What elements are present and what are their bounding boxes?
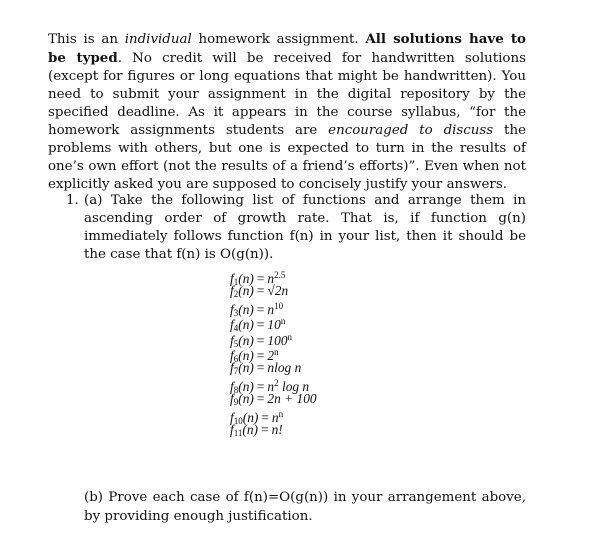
function-item [230,422,317,437]
function-item [230,330,317,349]
function-index: 4 [233,323,239,334]
expression-base: n [267,301,275,317]
expression-base: n [267,378,275,394]
intro-encouraged: encouraged to discuss [328,123,494,138]
equals-sign: = [261,421,269,437]
expression-exponent: n [280,316,286,327]
function-index: 7 [233,366,239,377]
function-name: $f_{11}(n)$ [230,421,259,438]
expression-base: 2n + 100 [267,391,317,407]
function-item [230,407,317,426]
expression-exponent: 2 [274,377,279,388]
function-item [230,283,317,298]
intro-text-3: . No credit will be received for handwritten solutions (except for figures or long equations that might be handwritten). You need to submit your assignment in the digital repository by the specified deadline. As it appears in the course syllabus, “for the homework assignments students are [48,51,526,138]
function-name: $f_9(n)$ [230,391,254,408]
function-index: 11 [233,427,243,438]
function-expression [267,283,288,298]
function-name: $f_7(n)$ [230,360,254,377]
expression-exponent: 10 [274,300,284,311]
function-item [230,314,317,334]
expression-base: √2n [267,283,289,299]
equals-sign: = [256,317,265,333]
function-name: $f_1(n)$ [230,271,254,287]
function-item [230,299,317,318]
function-index: 10 [233,415,243,426]
intro-text-1: This is an [48,32,125,47]
intro-text-4: the problems with others, but one is expected to turn in the results of one’s own effort (not the results of a friend’s efforts)”. Even when not explicitly asked you are supposed to concisely justify your answers. [48,123,526,192]
function-item [230,345,317,364]
function-name: $f_3(n)$ [230,301,254,318]
intro-individual: individual [124,32,192,47]
function-index: 5 [233,338,239,349]
intro-typed-requirement: All solutions have to be typed [48,31,526,66]
function-index: 3 [233,307,239,318]
expression-rest: log n [278,378,310,394]
expression-base: 10 [267,317,281,333]
expression-exponent: n [278,408,284,419]
function-item [230,360,317,375]
expression-exponent: 2.5 [274,270,286,280]
question-part-a: (a) Take the following list of functions and arrange them in ascending order of growth rate. That is, if function g(n) immediately follows function f(n) in your list, then it should be the case that f(n) is O(g(n)). [84,193,526,262]
function-name: $f_{10}(n)$ [230,409,259,426]
equals-sign: = [256,391,265,407]
equals-sign: = [261,409,269,425]
equals-sign: = [256,378,265,394]
equals-sign: = [256,271,265,286]
function-index: 1 [233,277,239,287]
expression-base: 2 [267,347,275,363]
function-item [230,376,317,395]
function-name: $f_4(n)$ [230,317,254,334]
function-index: 2 [233,289,239,300]
expression-exponent: n [287,331,293,342]
equals-sign: = [256,360,265,376]
expression-base: 100 [267,332,288,348]
equals-sign: = [256,332,265,348]
function-index: 9 [233,397,239,408]
function-name: $f_6(n)$ [230,347,254,364]
function-expression [267,391,316,406]
function-expression [272,422,283,437]
function-list [230,268,317,437]
equals-sign: = [256,301,265,317]
function-index: 8 [233,384,239,395]
equals-sign: = [256,283,265,299]
intro-text-2: homework assignment. [191,32,366,47]
equals-sign: = [256,347,265,363]
expression-exponent: n [274,346,279,357]
function-item [230,391,317,406]
expression-base: n [271,409,279,425]
function-name: $f_5(n)$ [230,332,254,349]
expression-base: nlog n [267,360,302,376]
function-index: 6 [233,353,239,364]
function-name: $f_8(n)$ [230,378,254,395]
question-number: 1. [66,193,79,208]
intro-paragraph [48,30,526,194]
expression-base: n! [271,421,283,437]
question-part-b: (b) Prove each case of f(n)=O(g(n)) in your arrangement above, by providing enough justification. [84,490,526,524]
function-name: $f_2(n)$ [230,283,254,300]
function-item [230,268,317,287]
expression-base: n [267,271,275,286]
function-expression [267,360,301,375]
